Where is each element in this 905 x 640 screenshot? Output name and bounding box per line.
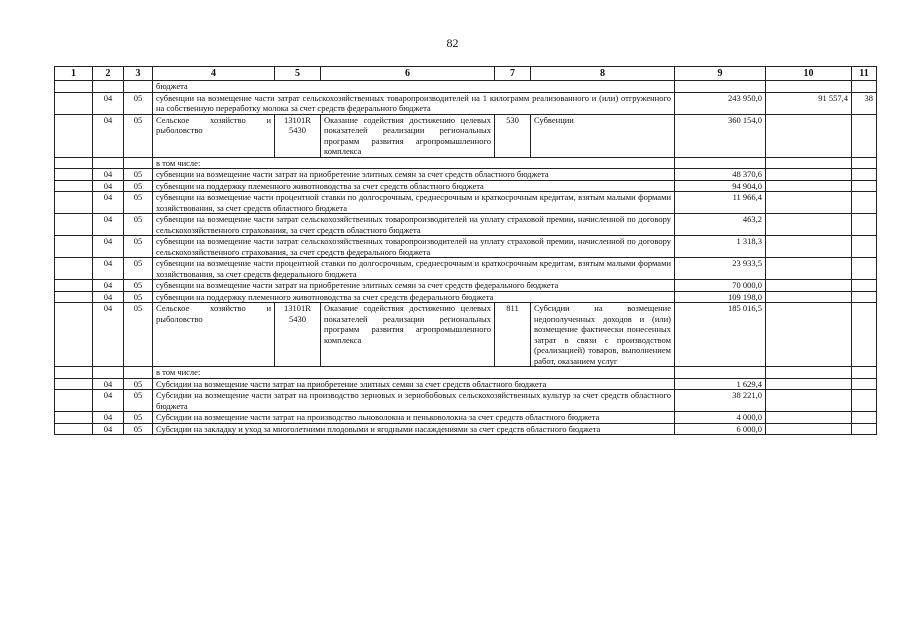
- cell-col11: [852, 390, 877, 412]
- column-header-11: 11: [852, 67, 877, 81]
- cell-section: 04: [93, 114, 124, 157]
- cell-col1: [55, 291, 93, 303]
- cell-subsection: [124, 157, 153, 169]
- cell-description: Субсидии на закладку и уход за многолетними плодовыми и ягодными насаждениями за счет средств областного бюджета: [153, 423, 675, 435]
- cell-col10: 91 557,4: [766, 92, 852, 114]
- column-header-9: 9: [675, 67, 766, 81]
- cell-col10: [766, 214, 852, 236]
- table-row: [55, 291, 877, 303]
- cell-col11: [852, 303, 877, 367]
- cell-col1: [55, 378, 93, 390]
- cell-amount: [675, 367, 766, 379]
- cell-subsection: 05: [124, 390, 153, 412]
- column-header-5: 5: [275, 67, 321, 81]
- cell-amount: 109 198,0: [675, 291, 766, 303]
- cell-col1: [55, 280, 93, 292]
- cell-subsection: 05: [124, 214, 153, 236]
- cell-section: 04: [93, 390, 124, 412]
- cell-subsection: 05: [124, 412, 153, 424]
- cell-subsection: 05: [124, 378, 153, 390]
- cell-section: 04: [93, 180, 124, 192]
- cell-col11: [852, 258, 877, 280]
- cell-col10: [766, 258, 852, 280]
- cell-subsection: 05: [124, 92, 153, 114]
- cell-section: 04: [93, 280, 124, 292]
- cell-col11: [852, 169, 877, 181]
- cell-subsection: 05: [124, 291, 153, 303]
- cell-col10: [766, 192, 852, 214]
- cell-label: в том числе:: [153, 367, 675, 379]
- cell-col1: [55, 367, 93, 379]
- cell-subsection: 05: [124, 192, 153, 214]
- cell-col11: [852, 157, 877, 169]
- cell-amount: 463,2: [675, 214, 766, 236]
- cell-col11: [852, 81, 877, 93]
- cell-col11: [852, 180, 877, 192]
- cell-col10: [766, 114, 852, 157]
- cell-section: 04: [93, 236, 124, 258]
- cell-expense-code: 530: [495, 114, 531, 157]
- table-row: [55, 157, 877, 169]
- cell-amount: 4 000,0: [675, 412, 766, 424]
- cell-amount: 38 221,0: [675, 390, 766, 412]
- cell-label: в том числе:: [153, 157, 675, 169]
- cell-section: 04: [93, 423, 124, 435]
- cell-section: 04: [93, 169, 124, 181]
- table-row: [55, 236, 877, 258]
- cell-description: субвенции на возмещение части затрат на приобретение элитных семян за счет средств областного бюджета: [153, 169, 675, 181]
- cell-description: субвенции на поддержку племенного животноводства за счет средств федерального бюджета: [153, 291, 675, 303]
- cell-col11: [852, 291, 877, 303]
- column-header-7: 7: [495, 67, 531, 81]
- cell-amount: 94 904,0: [675, 180, 766, 192]
- cell-description: субвенции на возмещение части процентной ставки по долгосрочным, среднесрочным и краткосрочным кредитам, взятым малыми формами хозяйствования, за счет средств областного бюджета: [153, 192, 675, 214]
- cell-branch-name: Сельское хозяйство и рыболовство: [153, 114, 275, 157]
- cell-section: 04: [93, 303, 124, 367]
- cell-amount: 243 950,0: [675, 92, 766, 114]
- cell-section: 04: [93, 378, 124, 390]
- cell-col10: [766, 412, 852, 424]
- table-row: [55, 280, 877, 292]
- cell-col10: [766, 303, 852, 367]
- cell-col1: [55, 412, 93, 424]
- cell-section: [93, 367, 124, 379]
- cell-section: 04: [93, 214, 124, 236]
- cell-subsection: [124, 81, 153, 93]
- cell-section: 04: [93, 291, 124, 303]
- cell-section: 04: [93, 192, 124, 214]
- cell-col10: [766, 280, 852, 292]
- table-row: [55, 258, 877, 280]
- column-header-3: 3: [124, 67, 153, 81]
- cell-amount: 23 933,5: [675, 258, 766, 280]
- cell-col1: [55, 157, 93, 169]
- table-row: [55, 180, 877, 192]
- cell-col11: [852, 378, 877, 390]
- cell-subsection: 05: [124, 114, 153, 157]
- cell-subsection: 05: [124, 303, 153, 367]
- column-header-8: 8: [531, 67, 675, 81]
- column-header-1: 1: [55, 67, 93, 81]
- cell-subsection: [124, 367, 153, 379]
- cell-col11: [852, 412, 877, 424]
- cell-description: субвенции на возмещение части затрат сельскохозяйственных товаропроизводителей на уплату страховой премии, начисленной по договору сельскохозяйственного страхования, за счет средств областного бюджета: [153, 214, 675, 236]
- column-header-10: 10: [766, 67, 852, 81]
- cell-section: [93, 157, 124, 169]
- cell-amount: 11 966,4: [675, 192, 766, 214]
- cell-program-name: Оказание содействия достижению целевых показателей реализации региональных программ развития агропромышленного комплекса: [321, 303, 495, 367]
- cell-amount: 1 629,4: [675, 378, 766, 390]
- cell-col1: [55, 169, 93, 181]
- cell-col10: [766, 390, 852, 412]
- cell-col10: [766, 157, 852, 169]
- cell-col10: [766, 378, 852, 390]
- cell-col11: [852, 236, 877, 258]
- cell-subsection: 05: [124, 280, 153, 292]
- table-row: [55, 423, 877, 435]
- cell-subsection: 05: [124, 423, 153, 435]
- cell-col11: [852, 214, 877, 236]
- cell-col10: [766, 367, 852, 379]
- cell-col1: [55, 390, 93, 412]
- table-row: [55, 412, 877, 424]
- cell-description: бюджета: [153, 81, 675, 93]
- cell-col1: [55, 180, 93, 192]
- table-row: [55, 92, 877, 114]
- cell-col10: [766, 169, 852, 181]
- cell-amount: 360 154,0: [675, 114, 766, 157]
- cell-amount: 1 318,3: [675, 236, 766, 258]
- cell-subsection: 05: [124, 258, 153, 280]
- table-row: [55, 390, 877, 412]
- table-row: [55, 303, 877, 367]
- cell-col11: [852, 423, 877, 435]
- budget-table: [54, 66, 877, 435]
- cell-branch-name: Сельское хозяйство и рыболовство: [153, 303, 275, 367]
- cell-col1: [55, 258, 93, 280]
- cell-target-code: 13101R 5430: [275, 114, 321, 157]
- cell-col10: [766, 81, 852, 93]
- cell-description: Субсидии на возмещение части затрат на производство льноволокна и пеньковолокна за счет средств областного бюджета: [153, 412, 675, 424]
- table-body: [55, 81, 877, 435]
- table-row: [55, 81, 877, 93]
- cell-col1: [55, 214, 93, 236]
- page-number: 82: [446, 36, 459, 50]
- column-header-4: 4: [153, 67, 275, 81]
- cell-col1: [55, 303, 93, 367]
- cell-description: Субсидии на возмещение части затрат на приобретение элитных семян за счет средств областного бюджета: [153, 378, 675, 390]
- cell-col1: [55, 236, 93, 258]
- cell-amount: 48 370,6: [675, 169, 766, 181]
- cell-expense-type: Субвенции: [531, 114, 675, 157]
- cell-col10: [766, 291, 852, 303]
- cell-subsection: 05: [124, 169, 153, 181]
- cell-col1: [55, 114, 93, 157]
- table-row: [55, 114, 877, 157]
- cell-amount: 185 016,5: [675, 303, 766, 367]
- column-header-2: 2: [93, 67, 124, 81]
- table-row: [55, 214, 877, 236]
- cell-subsection: 05: [124, 236, 153, 258]
- cell-col1: [55, 92, 93, 114]
- cell-description: субвенции на возмещение части процентной ставки по долгосрочным, среднесрочным и краткосрочным кредитам, взятым малыми формами хозяйствования, за счет средств федерального бюджета: [153, 258, 675, 280]
- table-row: [55, 192, 877, 214]
- table-row: [55, 169, 877, 181]
- table-row: [55, 367, 877, 379]
- cell-col10: [766, 180, 852, 192]
- cell-amount: 70 000,0: [675, 280, 766, 292]
- cell-amount: [675, 157, 766, 169]
- cell-amount: 6 000,0: [675, 423, 766, 435]
- cell-col11: 38: [852, 92, 877, 114]
- cell-description: субвенции на возмещение части затрат сельскохозяйственных товаропроизводителей на уплату страховой премии, начисленной по договору сельскохозяйственного страхования, за счет средств федерального бюджета: [153, 236, 675, 258]
- cell-col10: [766, 236, 852, 258]
- cell-section: [93, 81, 124, 93]
- cell-description: субвенции на возмещение части затрат на приобретение элитных семян за счет средств федерального бюджета: [153, 280, 675, 292]
- cell-description: субвенции на поддержку племенного животноводства за счет средств областного бюджета: [153, 180, 675, 192]
- cell-description: субвенции на возмещение части затрат сельскохозяйственных товаропроизводителей на 1 килограмм реализованного и (или) отгруженного на собственную переработку молока за счет средств федерального бюджета: [153, 92, 675, 114]
- cell-section: 04: [93, 412, 124, 424]
- cell-col11: [852, 192, 877, 214]
- cell-col1: [55, 192, 93, 214]
- cell-subsection: 05: [124, 180, 153, 192]
- cell-amount: [675, 81, 766, 93]
- cell-expense-type: Субсидии на возмещение недополученных доходов и (или) возмещение фактически понесенных затрат в связи с производством (реализацией) товаров, выполнением работ, оказанием услуг: [531, 303, 675, 367]
- cell-col10: [766, 423, 852, 435]
- cell-col1: [55, 81, 93, 93]
- cell-col1: [55, 423, 93, 435]
- cell-section: 04: [93, 258, 124, 280]
- column-header-6: 6: [321, 67, 495, 81]
- cell-target-code: 13101R 5430: [275, 303, 321, 367]
- cell-col11: [852, 367, 877, 379]
- cell-section: 04: [93, 92, 124, 114]
- cell-description: Субсидии на возмещение части затрат на производство зерновых и зернобобовых сельскохозяйственных культур за счет средств областного бюджета: [153, 390, 675, 412]
- cell-expense-code: 811: [495, 303, 531, 367]
- cell-col11: [852, 114, 877, 157]
- table-row: [55, 378, 877, 390]
- cell-program-name: Оказание содействия достижению целевых показателей реализации региональных программ развития агропромышленного комплекса: [321, 114, 495, 157]
- cell-col11: [852, 280, 877, 292]
- table-header-row: [55, 67, 877, 81]
